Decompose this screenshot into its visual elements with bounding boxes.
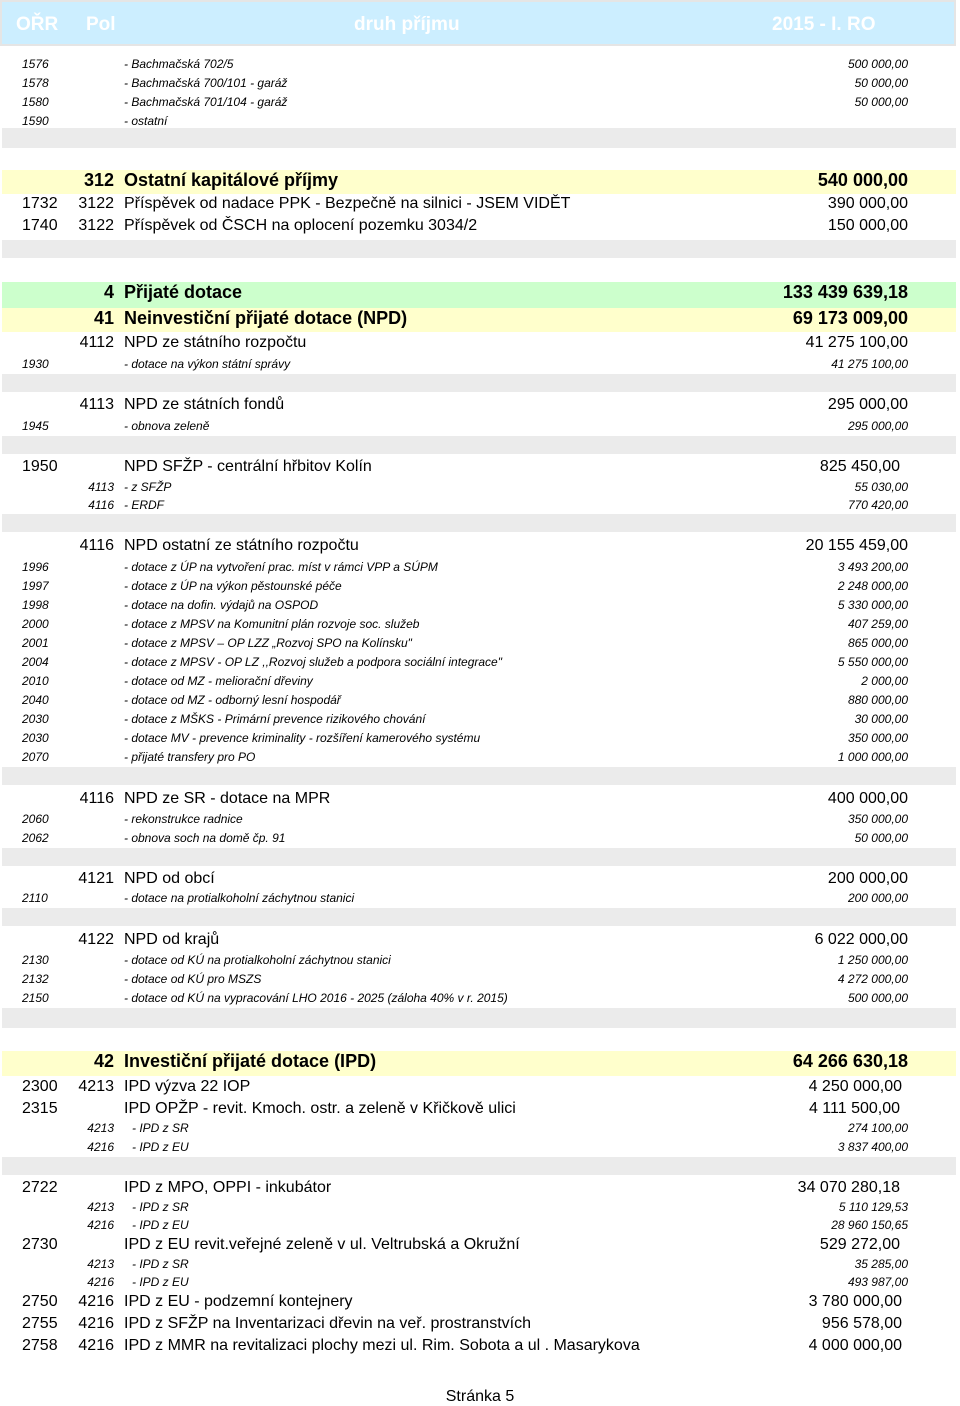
table-cell: 493 987,00 bbox=[847, 1275, 908, 1289]
table-row bbox=[2, 1272, 956, 1291]
table-cell: - dotace od MZ - meliorační dřeviny bbox=[124, 674, 313, 688]
table-cell: 2722 bbox=[22, 1179, 58, 1196]
row-separator bbox=[2, 848, 956, 866]
table-cell: 1590 bbox=[22, 114, 49, 128]
table-cell: 5 110 129,53 bbox=[838, 1200, 908, 1214]
table-cell: 3 837 400,00 bbox=[837, 1140, 908, 1154]
table-row bbox=[2, 416, 956, 435]
table-row bbox=[2, 950, 956, 969]
table-row bbox=[2, 1254, 956, 1273]
table-cell: 4 111 500,00 bbox=[808, 1100, 900, 1117]
table-cell: 4216 bbox=[78, 1293, 114, 1310]
row-separator bbox=[2, 767, 956, 785]
group-4113-header bbox=[2, 395, 956, 415]
table-cell: - IPD z SR bbox=[132, 1200, 189, 1214]
table-cell: 4116 bbox=[79, 537, 114, 554]
table-cell: 2062 bbox=[22, 831, 49, 845]
table-row bbox=[2, 1077, 956, 1097]
table-cell: 4113 bbox=[79, 396, 114, 413]
table-cell: 880 000,00 bbox=[847, 693, 908, 707]
table-row bbox=[2, 1118, 956, 1137]
table-cell: 2000 bbox=[22, 617, 49, 631]
table-row bbox=[2, 1314, 956, 1334]
table-cell: 3 493 200,00 bbox=[837, 560, 908, 574]
table-row bbox=[2, 1137, 956, 1156]
table-row bbox=[2, 728, 956, 747]
table-cell: IPD OPŽP - revit. Kmoch. ostr. a zeleně v Křičkově ulici bbox=[124, 1100, 516, 1117]
table-cell: - dotace od KÚ pro MSZS bbox=[124, 972, 262, 986]
table-cell: 2 000,00 bbox=[861, 674, 908, 688]
table-row bbox=[2, 73, 956, 92]
group-4112-header bbox=[2, 333, 956, 353]
table-cell: 4213 bbox=[87, 1257, 114, 1271]
table-cell: 20 155 459,00 bbox=[805, 537, 908, 554]
table-cell: 4113 bbox=[88, 480, 114, 494]
table-cell: Příspěvek od nadace PPK - Bezpečně na silnici - JSEM VIDĚT bbox=[124, 195, 571, 212]
table-cell: 1997 bbox=[22, 579, 49, 593]
table-cell: 4 272 000,00 bbox=[837, 972, 908, 986]
table-cell: 4116 bbox=[79, 790, 114, 807]
table-row bbox=[2, 92, 956, 111]
group-4116-header bbox=[2, 536, 956, 556]
table-cell: 200 000,00 bbox=[827, 870, 908, 887]
table-cell: 2150 bbox=[22, 991, 49, 1005]
table-cell: 2755 bbox=[22, 1315, 58, 1332]
table-cell: 5 330 000,00 bbox=[837, 598, 908, 612]
row-separator bbox=[2, 1008, 956, 1028]
table-cell: NPD od krajů bbox=[124, 931, 220, 948]
table-row bbox=[2, 54, 956, 73]
table-cell: 55 030,00 bbox=[854, 480, 908, 494]
table-cell: 35 285,00 bbox=[854, 1257, 908, 1271]
table-cell: 200 000,00 bbox=[847, 891, 908, 905]
table-cell: - IPD z EU bbox=[132, 1218, 189, 1232]
table-cell: 5 550 000,00 bbox=[837, 655, 908, 669]
table-cell: 6 022 000,00 bbox=[814, 931, 908, 948]
table-cell: IPD z EU revit.veřejné zeleně v ul. Veltrubská a Okružní bbox=[124, 1236, 520, 1253]
row-separator bbox=[2, 514, 956, 532]
table-cell: 400 000,00 bbox=[827, 790, 908, 807]
table-cell: - dotace od KÚ na protialkoholní záchytnou stanici bbox=[124, 953, 391, 967]
table-cell: 529 272,00 bbox=[819, 1236, 900, 1253]
table-cell: - dotace MV - prevence kriminality - rozšíření kamerového systému bbox=[124, 731, 481, 745]
table-cell: 770 420,00 bbox=[847, 498, 908, 512]
table-row bbox=[2, 1099, 956, 1119]
table-cell: 295 000,00 bbox=[847, 419, 908, 433]
table-cell: - Bachmačská 702/5 bbox=[124, 57, 234, 71]
table-cell: 274 100,00 bbox=[847, 1121, 908, 1135]
table-cell: 4 bbox=[103, 282, 114, 302]
table-row bbox=[2, 690, 956, 709]
table-row bbox=[2, 1215, 956, 1234]
table-cell: - Bachmačská 701/104 - garáž bbox=[124, 95, 288, 109]
table-cell: 4116 bbox=[88, 498, 114, 512]
table-row bbox=[2, 809, 956, 828]
table-row bbox=[2, 828, 956, 847]
table-cell: 2040 bbox=[22, 693, 49, 707]
group-4121-header bbox=[2, 869, 956, 889]
col-pol-header: Pol bbox=[86, 14, 116, 35]
table-row bbox=[2, 194, 956, 216]
table-cell: - obnova zeleně bbox=[124, 419, 210, 433]
table-cell: 956 578,00 bbox=[821, 1315, 902, 1332]
table-cell: - ERDF bbox=[124, 498, 164, 512]
row-separator bbox=[2, 436, 956, 454]
table-cell: - obnova soch na domě čp. 91 bbox=[124, 831, 286, 845]
table-cell: 34 070 280,18 bbox=[797, 1179, 900, 1196]
table-cell: - IPD z EU bbox=[132, 1275, 189, 1289]
table-cell: 540 000,00 bbox=[817, 170, 908, 190]
col-druh-header: druh příjmu bbox=[354, 14, 460, 35]
table-cell: Ostatní kapitálové příjmy bbox=[124, 170, 339, 190]
table-cell: NPD ze SR - dotace na MPR bbox=[124, 790, 331, 807]
table-cell: 1998 bbox=[22, 598, 49, 612]
table-cell: - IPD z SR bbox=[132, 1121, 189, 1135]
table-row bbox=[2, 557, 956, 576]
table-cell: - dotace od MZ - odborný lesní hospodář bbox=[124, 693, 341, 707]
table-cell: 2030 bbox=[22, 731, 49, 745]
table-cell: 295 000,00 bbox=[827, 396, 908, 413]
table-cell: 4216 bbox=[87, 1275, 114, 1289]
table-cell: 2130 bbox=[22, 953, 49, 967]
table-cell: NPD ze státního rozpočtu bbox=[124, 334, 307, 351]
table-cell: - dotace z ÚP na výkon pěstounské péče bbox=[124, 579, 342, 593]
table-cell: 4216 bbox=[78, 1315, 114, 1332]
table-cell: 4122 bbox=[78, 931, 114, 948]
table-cell: IPD z SFŽP na Inventarizaci dřevin na veř. prostranstvích bbox=[124, 1315, 531, 1332]
table-cell: 2030 bbox=[22, 712, 49, 726]
table-cell: - ostatní bbox=[124, 114, 168, 128]
table-row bbox=[2, 354, 956, 373]
table-cell: NPD SFŽP - centrální hřbitov Kolín bbox=[124, 458, 372, 475]
table-cell: - IPD z EU bbox=[132, 1140, 189, 1154]
table-cell: 407 259,00 bbox=[847, 617, 908, 631]
table-cell: 28 960 150,65 bbox=[831, 1218, 908, 1232]
table-cell: 3122 bbox=[78, 217, 114, 234]
group-4122-header bbox=[2, 930, 956, 950]
table-cell: - dotace na výkon státní správy bbox=[124, 357, 291, 371]
table-cell: 41 275 100,00 bbox=[831, 357, 908, 371]
section-42-header bbox=[2, 1051, 956, 1076]
table-cell: 4216 bbox=[87, 1140, 114, 1154]
table-cell: 3122 bbox=[78, 195, 114, 212]
table-cell: IPD z EU - podzemní kontejnery bbox=[124, 1293, 353, 1310]
table-row bbox=[2, 988, 956, 1007]
row-separator bbox=[2, 908, 956, 926]
table-cell: 1 250 000,00 bbox=[837, 953, 908, 967]
table-cell: 2730 bbox=[22, 1236, 58, 1253]
table-row bbox=[2, 495, 956, 514]
table-cell: - dotace z MPSV – OP LZZ „Rozvoj SPO na Kolínsku" bbox=[124, 636, 412, 650]
section-4-header bbox=[2, 282, 956, 308]
table-cell: IPD výzva 22 IOP bbox=[124, 1078, 251, 1095]
table-cell: 2315 bbox=[22, 1100, 58, 1117]
table-cell: 4213 bbox=[87, 1121, 114, 1135]
table-cell: - dotace z ÚP na vytvoření prac. míst v rámci VPP a SÚPM bbox=[124, 560, 438, 574]
table-cell: 50 000,00 bbox=[854, 76, 908, 90]
table-cell: 1740 bbox=[22, 217, 58, 234]
table-cell: 1578 bbox=[22, 76, 49, 90]
table-cell: 1996 bbox=[22, 560, 49, 574]
row-separator bbox=[2, 1157, 956, 1175]
table-cell: 4213 bbox=[87, 1200, 114, 1214]
table-cell: 1 000 000,00 bbox=[837, 750, 908, 764]
table-cell: 41 275 100,00 bbox=[805, 334, 908, 351]
table-row bbox=[2, 1178, 956, 1198]
table-cell: NPD od obcí bbox=[124, 870, 215, 887]
table-cell: 500 000,00 bbox=[847, 991, 908, 1005]
table-cell: 1732 bbox=[22, 195, 58, 212]
table-row bbox=[2, 1292, 956, 1312]
table-row bbox=[2, 1235, 956, 1255]
table-cell: 4 000 000,00 bbox=[808, 1337, 902, 1354]
table-row bbox=[2, 671, 956, 690]
table-header bbox=[0, 0, 956, 46]
table-row bbox=[2, 888, 956, 907]
table-row bbox=[2, 1336, 956, 1356]
table-cell: 64 266 630,18 bbox=[792, 1051, 908, 1071]
table-cell: 4112 bbox=[79, 334, 114, 351]
group-4116sr-header bbox=[2, 789, 956, 809]
table-cell: 1930 bbox=[22, 357, 49, 371]
table-cell: - dotace z MŠKS - Primární prevence rizikového chování bbox=[124, 712, 426, 726]
table-row bbox=[2, 576, 956, 595]
table-cell: 1576 bbox=[22, 57, 49, 71]
table-cell: - přijaté transfery pro PO bbox=[124, 750, 256, 764]
table-cell: 825 450,00 bbox=[819, 458, 900, 475]
table-row bbox=[2, 633, 956, 652]
section-41-header bbox=[2, 308, 956, 332]
table-cell: IPD z MMR na revitalizaci plochy mezi ul. Rim. Sobota a ul . Masarykova bbox=[124, 1337, 640, 1354]
table-cell: Investiční přijaté dotace (IPD) bbox=[124, 1051, 377, 1071]
table-cell: NPD ze státních fondů bbox=[124, 396, 285, 413]
table-cell: 2070 bbox=[22, 750, 49, 764]
page-number: Stránka 5 bbox=[445, 1388, 515, 1405]
table-cell: 390 000,00 bbox=[827, 195, 908, 212]
table-cell: 2060 bbox=[22, 812, 49, 826]
table-cell: 350 000,00 bbox=[847, 812, 908, 826]
table-cell: 4121 bbox=[78, 870, 114, 887]
group-1950-header bbox=[2, 457, 956, 477]
table-cell: 2 248 000,00 bbox=[837, 579, 908, 593]
table-cell: 500 000,00 bbox=[847, 57, 908, 71]
table-cell: - rekonstrukce radnice bbox=[124, 812, 243, 826]
table-row bbox=[2, 595, 956, 614]
table-cell: 42 bbox=[93, 1051, 114, 1071]
table-row bbox=[2, 477, 956, 496]
table-cell: 350 000,00 bbox=[847, 731, 908, 745]
table-cell: - dotace z MPSV - OP LZ ,,Rozvoj služeb a podpora sociální integrace" bbox=[124, 655, 502, 669]
table-cell: 150 000,00 bbox=[827, 217, 908, 234]
section-312-header bbox=[2, 170, 956, 194]
table-cell: Přijaté dotace bbox=[124, 282, 243, 302]
table-cell: 2132 bbox=[22, 972, 49, 986]
table-row bbox=[2, 1197, 956, 1216]
table-cell: 2010 bbox=[22, 674, 49, 688]
table-cell: 312 bbox=[83, 170, 114, 190]
col-year-header: 2015 - I. RO bbox=[772, 14, 876, 35]
row-separator bbox=[2, 240, 956, 258]
table-cell: 4213 bbox=[78, 1078, 114, 1095]
row-separator bbox=[2, 128, 956, 148]
table-cell: 4216 bbox=[87, 1218, 114, 1232]
table-row bbox=[2, 969, 956, 988]
table-cell: 1950 bbox=[22, 458, 58, 475]
table-row bbox=[2, 614, 956, 633]
table-row bbox=[2, 747, 956, 766]
row-separator bbox=[2, 374, 956, 392]
table-cell: 50 000,00 bbox=[854, 95, 908, 109]
table-cell: Neinvestiční přijaté dotace (NPD) bbox=[124, 308, 408, 328]
table-cell: 2110 bbox=[22, 891, 48, 905]
table-cell: 1580 bbox=[22, 95, 49, 109]
table-cell: 69 173 009,00 bbox=[792, 308, 908, 328]
table-cell: 41 bbox=[93, 308, 114, 328]
table-cell: - IPD z SR bbox=[132, 1257, 189, 1271]
table-cell: - z SFŽP bbox=[124, 480, 172, 494]
table-row bbox=[2, 216, 956, 238]
col-orr-header: OŘR bbox=[16, 14, 59, 35]
table-cell: 4216 bbox=[78, 1337, 114, 1354]
table-cell: 2300 bbox=[22, 1078, 58, 1095]
table-cell: 4 250 000,00 bbox=[808, 1078, 902, 1095]
table-row bbox=[2, 652, 956, 671]
table-cell: NPD ostatní ze státního rozpočtu bbox=[124, 537, 359, 554]
table-cell: - dotace z MPSV na Komunitní plán rozvoje soc. služeb bbox=[124, 617, 420, 631]
table-cell: IPD z MPO, OPPI - inkubátor bbox=[124, 1179, 332, 1196]
table-cell: 30 000,00 bbox=[854, 712, 908, 726]
table-cell: 133 439 639,18 bbox=[782, 282, 908, 302]
table-cell: 2004 bbox=[22, 655, 49, 669]
table-cell: 865 000,00 bbox=[847, 636, 908, 650]
table-cell: Příspěvek od ČSCH na oplocení pozemku 3034/2 bbox=[124, 217, 478, 234]
table-cell: 2001 bbox=[22, 636, 49, 650]
table-cell: 2758 bbox=[22, 1337, 58, 1354]
table-row bbox=[2, 709, 956, 728]
table-cell: - dotace na dofin. výdajů na OSPOD bbox=[124, 598, 319, 612]
table-cell: 2750 bbox=[22, 1293, 58, 1310]
table-cell: - dotace od KÚ na vypracování LHO 2016 - 2025 (záloha 40% v r. 2015) bbox=[124, 991, 508, 1005]
table-cell: - dotace na protialkoholní záchytnou stanici bbox=[124, 891, 355, 905]
table-cell: 1945 bbox=[22, 419, 49, 433]
table-cell: 50 000,00 bbox=[854, 831, 908, 845]
table-cell: - Bachmačská 700/101 - garáž bbox=[124, 76, 288, 90]
table-cell: 3 780 000,00 bbox=[808, 1293, 902, 1310]
